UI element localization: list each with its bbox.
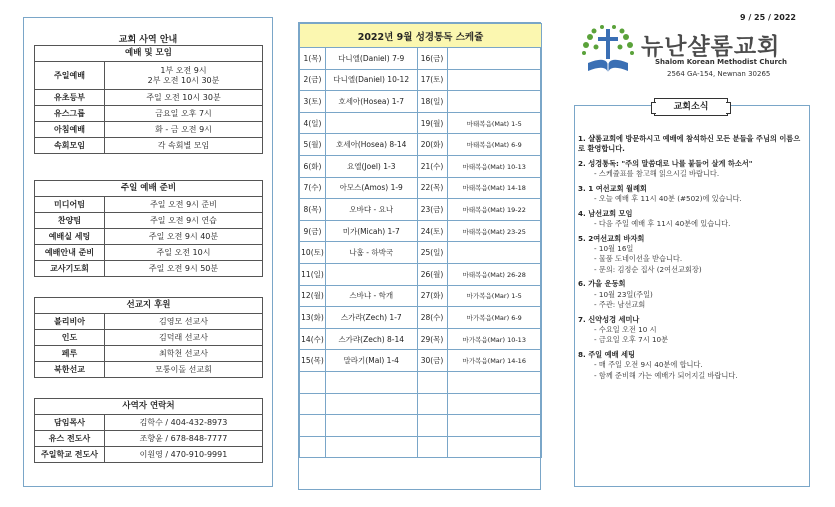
- schedule-reading: 다니엘(Daniel) 10-12: [325, 69, 417, 91]
- table-row-value: 이원영 / 470-910-9991: [105, 447, 263, 463]
- contacts-table: [34, 398, 263, 463]
- table-row-key: 유스그룹: [35, 106, 105, 122]
- schedule-reading: 마태복음(Mat) 23-25: [447, 220, 542, 242]
- table-row-key: 교사기도회: [35, 261, 105, 277]
- schedule-row: [300, 242, 542, 264]
- news-item: [578, 209, 806, 230]
- schedule-reading: [447, 69, 542, 91]
- schedule-row: [300, 328, 542, 350]
- ministry-title: 교회 사역 안내: [118, 35, 178, 45]
- table-row-value: 주일 오전 10시: [105, 245, 263, 261]
- schedule-reading: 마가복음(Mar) 14-16: [447, 350, 542, 372]
- table-row-value: 주일 오전 9시 40분: [105, 229, 263, 245]
- news-item-detail: - 10월 16일: [594, 243, 634, 253]
- table-row-key: 속회모임: [35, 138, 105, 154]
- church-news-list: [578, 134, 806, 385]
- schedule-day: 19(월): [417, 112, 447, 134]
- schedule-day: [300, 393, 326, 415]
- news-item-detail: - 매 주일 오전 9시 40분에 합니다.: [594, 360, 703, 370]
- schedule-reading: 요엘(Joel) 1-3: [325, 155, 417, 177]
- news-item-detail: - 금요일 오후 7시 10분: [594, 335, 669, 345]
- mission-header: 선교지 후원: [35, 298, 263, 314]
- schedule-reading: [447, 393, 542, 415]
- schedule-day: 12(월): [300, 285, 326, 307]
- schedule-reading: 마가복음(Mar) 1-5: [447, 285, 542, 307]
- news-item: [578, 350, 806, 381]
- news-item: [578, 315, 806, 346]
- table-row-value: 화 - 금 오전 9시: [105, 122, 263, 138]
- schedule-day: 20(화): [417, 134, 447, 156]
- schedule-reading: [325, 112, 417, 134]
- table-row-value: 주일 오전 9시 연습: [105, 213, 263, 229]
- schedule-reading: 미가(Micah) 1-7: [325, 220, 417, 242]
- schedule-day: 6(화): [300, 155, 326, 177]
- news-item-title: 4. 남선교회 모임: [578, 208, 633, 218]
- table-row-value: 김학수 / 404-432-8973: [105, 415, 263, 431]
- church-logo-icon: [578, 23, 638, 83]
- table-row-value: 모퉁이돌 선교회: [105, 362, 263, 378]
- church-name: 뉴난샬롬교회: [641, 34, 781, 60]
- news-item-title: 1. 샬롬교회에 방문하시고 예배에 참석하신 모든 분들을 주님의 이름으로 환영합니다.: [578, 134, 801, 154]
- table-row-value: 조향윤 / 678-848-7777: [105, 431, 263, 447]
- table-row-key: 볼리비아: [35, 314, 105, 330]
- schedule-row: [300, 134, 542, 156]
- table-row-key: 찬양팀: [35, 213, 105, 229]
- schedule-day: 22(목): [417, 177, 447, 199]
- schedule-reading: [325, 263, 417, 285]
- table-row-value: 최학천 선교사: [105, 346, 263, 362]
- schedule-day: 4(일): [300, 112, 326, 134]
- schedule-reading: 마가복음(Mar) 6-9: [447, 307, 542, 329]
- schedule-day: 27(화): [417, 285, 447, 307]
- table-row-key: 예배실 세팅: [35, 229, 105, 245]
- schedule-day: 8(목): [300, 199, 326, 221]
- table-row-key: 아침예배: [35, 122, 105, 138]
- table-row-value: 각 속회별 모임: [105, 138, 263, 154]
- table-row-key: 담임목사: [35, 415, 105, 431]
- schedule-row: [300, 263, 542, 285]
- prep-header: 주일 예배 준비: [35, 181, 263, 197]
- schedule-reading: 마태복음(Mat) 6-9: [447, 134, 542, 156]
- schedule-reading: 스가랴(Zech) 1-7: [325, 307, 417, 329]
- schedule-day: 23(금): [417, 199, 447, 221]
- schedule-day: 30(금): [417, 350, 447, 372]
- worship-header: 예배 및 모임: [35, 46, 263, 62]
- news-item-detail: - 함께 준비해 가는 예배가 되어지길 바랍니다.: [594, 370, 738, 380]
- schedule-day: 16(금): [417, 48, 447, 70]
- schedule-day: [417, 371, 447, 393]
- schedule-row: [300, 220, 542, 242]
- news-item-detail: - 오늘 예배 후 11시 40분 (#502)에 있습니다.: [594, 194, 742, 204]
- schedule-row: [300, 199, 542, 221]
- table-row-key: 주일예배: [35, 62, 105, 90]
- schedule-reading: 스바냐 - 학개: [325, 285, 417, 307]
- news-item-title: 2. 성경통독: "주의 말씀대로 나를 붙들어 살게 하소서": [578, 158, 753, 168]
- table-row-value: 김영모 선교사: [105, 314, 263, 330]
- table-row-key: 유초등부: [35, 90, 105, 106]
- schedule-day: 9(금): [300, 220, 326, 242]
- table-row-key: 인도: [35, 330, 105, 346]
- reading-schedule-panel: [298, 22, 541, 490]
- reading-schedule-table: [299, 23, 542, 458]
- table-row-key: 예배안내 준비: [35, 245, 105, 261]
- worship-table: [34, 45, 263, 154]
- church-address: 2564 GA-154, Newnan 30265: [667, 70, 771, 78]
- schedule-day: 17(토): [417, 69, 447, 91]
- news-item-title: 3. 1 여선교회 월례회: [578, 183, 647, 193]
- schedule-row: [300, 436, 542, 458]
- schedule-reading: 호세아(Hosea) 1-7: [325, 91, 417, 113]
- schedule-reading: 마태복음(Mat) 14-18: [447, 177, 542, 199]
- news-item-detail: - 스케쥴표를 참고해 읽으시길 바랍니다.: [594, 169, 720, 179]
- table-row-value: 주일 오전 10시 30분: [105, 90, 263, 106]
- schedule-day: [417, 436, 447, 458]
- news-item: [578, 134, 806, 155]
- schedule-row: [300, 91, 542, 113]
- news-item-title: 5. 2여선교회 바자회: [578, 233, 645, 243]
- schedule-day: 24(토): [417, 220, 447, 242]
- news-item-detail: - 문의: 김정순 집사 (2여선교회장): [594, 264, 702, 274]
- news-item-title: 7. 신약성경 세미나: [578, 314, 640, 324]
- news-item: [578, 234, 806, 276]
- schedule-reading: [447, 415, 542, 437]
- schedule-day: 2(금): [300, 69, 326, 91]
- schedule-reading: [325, 415, 417, 437]
- schedule-row: [300, 350, 542, 372]
- news-item: [578, 279, 806, 310]
- schedule-day: 21(수): [417, 155, 447, 177]
- table-row-key: 페루: [35, 346, 105, 362]
- table-row-value: 주일 오전 9시 50분: [105, 261, 263, 277]
- news-item-detail: - 10월 23일(주일): [594, 289, 653, 299]
- schedule-reading: [447, 436, 542, 458]
- schedule-row: [300, 415, 542, 437]
- schedule-day: 5(월): [300, 134, 326, 156]
- schedule-row: [300, 371, 542, 393]
- schedule-day: 10(토): [300, 242, 326, 264]
- schedule-reading: [325, 436, 417, 458]
- news-item: [578, 159, 806, 180]
- schedule-day: [417, 393, 447, 415]
- schedule-reading: 호세아(Hosea) 8-14: [325, 134, 417, 156]
- bulletin-date: 9 / 25 / 2022: [740, 13, 796, 22]
- mission-table: [34, 297, 263, 378]
- schedule-day: 7(수): [300, 177, 326, 199]
- schedule-row: [300, 112, 542, 134]
- schedule-row: [300, 69, 542, 91]
- schedule-day: 14(수): [300, 328, 326, 350]
- church-news-title: 교회소식: [654, 98, 728, 116]
- news-item-detail: - 물품 도네이션을 받습니다.: [594, 254, 683, 264]
- contacts-header: 사역자 연락처: [35, 399, 263, 415]
- schedule-day: 29(목): [417, 328, 447, 350]
- schedule-reading: 다니엘(Daniel) 7-9: [325, 48, 417, 70]
- schedule-day: 3(토): [300, 91, 326, 113]
- table-row-key: 미디어팀: [35, 197, 105, 213]
- schedule-reading: 마태복음(Mat) 1-5: [447, 112, 542, 134]
- schedule-row: [300, 177, 542, 199]
- church-english-name: Shalom Korean Methodist Church: [655, 58, 788, 66]
- schedule-day: 25(일): [417, 242, 447, 264]
- schedule-reading: [447, 91, 542, 113]
- schedule-reading: [325, 371, 417, 393]
- news-item-detail: - 주관: 남선교회: [594, 300, 646, 310]
- schedule-reading: [447, 48, 542, 70]
- schedule-title: 2022년 9월 성경통독 스케쥴: [300, 24, 542, 48]
- schedule-reading: [325, 393, 417, 415]
- schedule-reading: 나훔 - 하박국: [325, 242, 417, 264]
- news-item: [578, 184, 806, 205]
- schedule-day: 18(일): [417, 91, 447, 113]
- schedule-row: [300, 393, 542, 415]
- news-item-title: 8. 주일 예배 세팅: [578, 349, 635, 359]
- schedule-row: [300, 155, 542, 177]
- schedule-day: 28(수): [417, 307, 447, 329]
- schedule-reading: 마가복음(Mar) 10-13: [447, 328, 542, 350]
- schedule-day: [300, 371, 326, 393]
- table-row-value: 주일 오전 9시 준비: [105, 197, 263, 213]
- schedule-day: [300, 436, 326, 458]
- schedule-reading: [447, 371, 542, 393]
- schedule-reading: 마태복음(Mat) 10-13: [447, 155, 542, 177]
- schedule-row: [300, 307, 542, 329]
- schedule-day: 1(목): [300, 48, 326, 70]
- schedule-reading: 마태복음(Mat) 19-22: [447, 199, 542, 221]
- schedule-day: 15(목): [300, 350, 326, 372]
- news-item-title: 6. 가을 운동회: [578, 279, 626, 289]
- news-item-detail: - 다음 주일 예배 후 11시 40분에 있습니다.: [594, 219, 731, 229]
- table-row-key: 유스 전도사: [35, 431, 105, 447]
- schedule-reading: [447, 242, 542, 264]
- table-row-value: 김덕래 선교사: [105, 330, 263, 346]
- prep-table: [34, 180, 263, 277]
- schedule-row: [300, 285, 542, 307]
- table-row-key: 북한선교: [35, 362, 105, 378]
- schedule-reading: 마태복음(Mat) 26-28: [447, 263, 542, 285]
- table-row-key: 주일학교 전도사: [35, 447, 105, 463]
- schedule-row: [300, 48, 542, 70]
- schedule-day: [300, 415, 326, 437]
- schedule-day: [417, 415, 447, 437]
- table-row-value: 금요일 오후 7시: [105, 106, 263, 122]
- schedule-reading: 말라기(Mal) 1-4: [325, 350, 417, 372]
- ministry-panel: [23, 17, 273, 487]
- schedule-day: 26(월): [417, 263, 447, 285]
- table-row-value: 1부 오전 9시 2부 오전 10시 30분: [105, 62, 263, 90]
- schedule-reading: 오바댜 - 요나: [325, 199, 417, 221]
- schedule-day: 13(화): [300, 307, 326, 329]
- schedule-reading: 아모스(Amos) 1-9: [325, 177, 417, 199]
- schedule-day: 11(일): [300, 263, 326, 285]
- schedule-reading: 스가랴(Zech) 8-14: [325, 328, 417, 350]
- news-item-detail: - 수요일 오전 10 시: [594, 325, 657, 334]
